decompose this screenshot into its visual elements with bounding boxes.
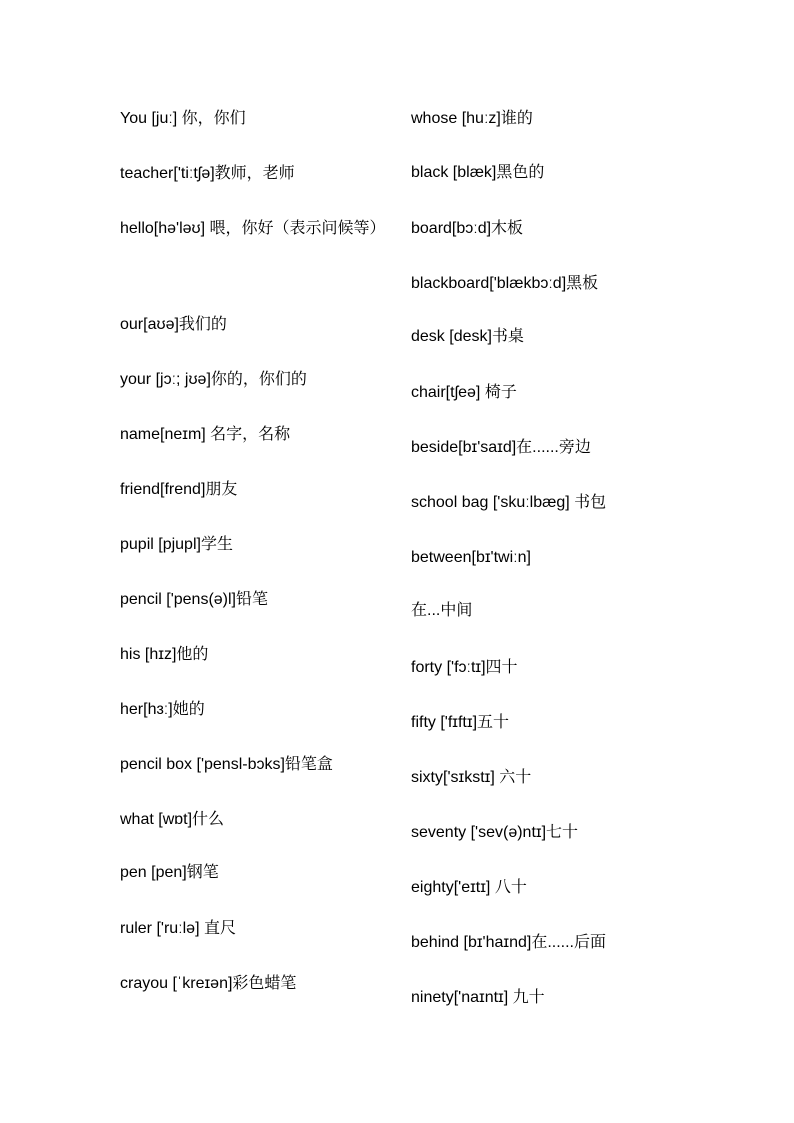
vocab-entry-crayou: crayou [ˈkreɪən]彩色蜡笔 (120, 975, 297, 992)
vocab-entry-desk: desk [desk]书桌 (411, 328, 524, 345)
vocab-entry-between-meaning: 在...中间 (411, 602, 473, 619)
vocab-entry-black: black [blæk]黑色的 (411, 164, 545, 181)
vocab-entry-school-bag: school bag ['skuːlbæg] 书包 (411, 494, 607, 511)
vocab-entry-name: name[neɪm] 名字，名称 (120, 426, 291, 443)
vocab-entry-behind: behind [bɪ'haɪnd]在......后面 (411, 934, 606, 951)
vocab-entry-pupil: pupil [pjupl]学生 (120, 536, 233, 553)
vocab-entry-fifty: fifty ['fɪftɪ]五十 (411, 714, 510, 731)
vocab-entry-eighty: eighty['eɪtɪ] 八十 (411, 879, 527, 896)
vocab-entry-between: between[bɪ'twiːn] (411, 549, 531, 566)
vocab-entry-friend: friend[frend]朋友 (120, 481, 238, 498)
vocab-entry-forty: forty ['fɔːtɪ]四十 (411, 659, 518, 676)
vocab-entry-his: his [hɪz]他的 (120, 646, 209, 663)
vocab-entry-pencil: pencil ['pens(ə)l]铅笔 (120, 591, 269, 608)
vocab-entry-teacher: teacher['tiːtʃə]教师，老师 (120, 165, 295, 182)
vocab-entry-what: what [wɒt]什么 (120, 811, 225, 828)
vocab-entry-whose: whose [huːz]谁的 (411, 110, 533, 127)
vocab-entry-sixty: sixty['sɪkstɪ] 六十 (411, 769, 532, 786)
vocab-entry-ninety: ninety['naɪntɪ] 九十 (411, 989, 545, 1006)
vocab-entry-board: board[bɔːd]木板 (411, 220, 524, 237)
vocab-entry-pencil-box: pencil box ['pensl-bɔks]铅笔盒 (120, 756, 333, 773)
vocab-entry-her: her[hɜː]她的 (120, 701, 205, 718)
vocab-entry-chair: chair[tʃeə] 椅子 (411, 384, 517, 401)
vocab-entry-seventy: seventy ['sev(ə)ntɪ]七十 (411, 824, 579, 841)
vocab-entry-beside: beside[bɪ'saɪd]在......旁边 (411, 439, 591, 456)
vocab-entry-you: You [juː] 你，你们 (120, 110, 246, 127)
vocab-entry-ruler: ruler ['ruːlə] 直尺 (120, 920, 236, 937)
vocab-entry-your: your [jɔː; jʊə]你的，你们的 (120, 371, 307, 388)
vocab-entry-hello: hello[hə'ləʊ] 喂，你好（表示问候等） (120, 220, 386, 237)
vocab-entry-blackboard: blackboard['blækbɔːd]黑板 (411, 275, 599, 292)
vocab-entry-our: our[aʊə]我们的 (120, 316, 227, 333)
vocab-entry-pen: pen [pen]钢笔 (120, 864, 219, 881)
